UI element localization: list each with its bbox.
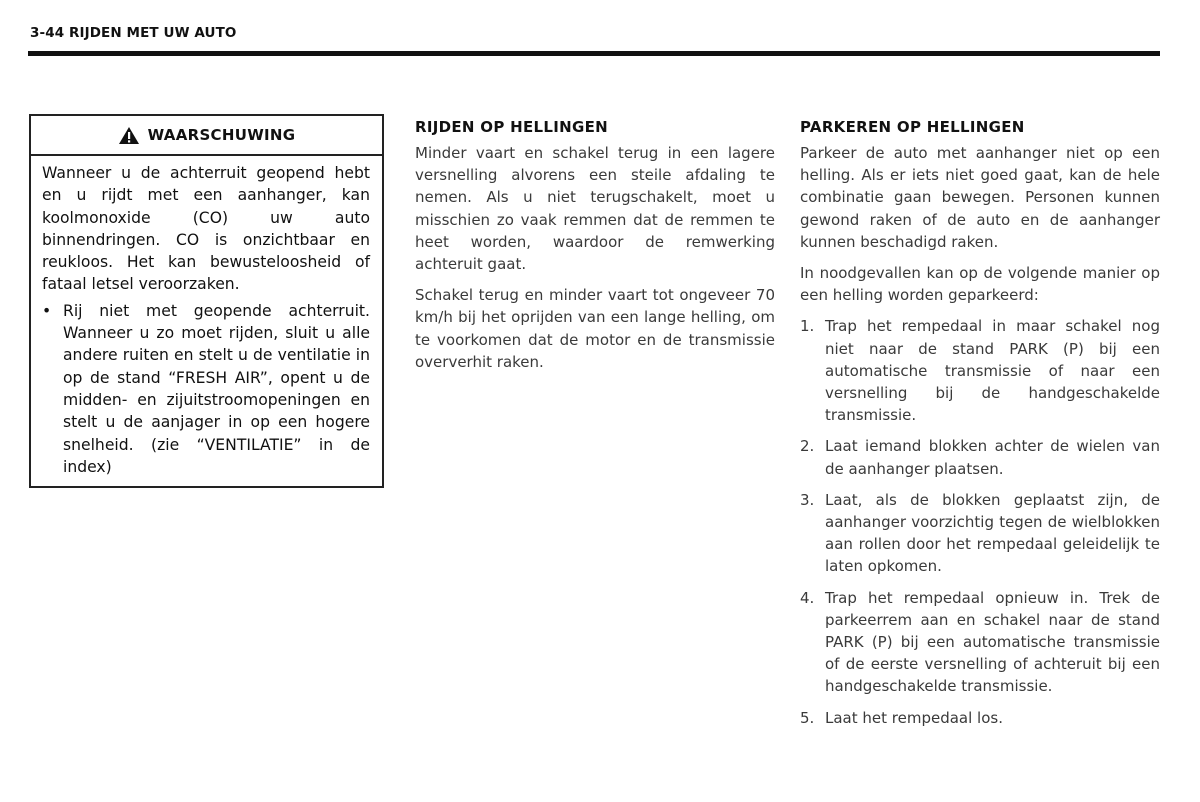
warning-header: [31, 116, 382, 156]
warning-triangle-icon: [118, 126, 140, 145]
warning-body: [31, 156, 382, 478]
header-rule: [28, 51, 1160, 56]
paragraph: Schakel terug en minder vaart tot ongeveer 70 km/h bij het oprijden van een lange helling, om te voorkomen dat de motor en de transmissie oververhit raken.: [415, 286, 775, 371]
bullet-mark: •: [42, 301, 52, 320]
step-number: 2.: [800, 437, 815, 456]
step-item: [800, 315, 1160, 426]
warning-title: WAARSCHUWING: [147, 126, 296, 144]
step-item: [800, 489, 1160, 578]
step-item: [800, 587, 1160, 698]
warning-bullet-item: [42, 300, 370, 478]
page-header: 3-44 RIJDEN MET UW AUTO: [30, 25, 237, 41]
warning-text: Wanneer u de achterruit geopend hebt en u rijdt met een aanhanger, kan koolmonoxide (CO) uw auto binnendringen. CO is onzichtbaar en reukloos. Het kan bewusteloosheid of fataal letsel veroorzaken.: [42, 164, 370, 294]
step-text: Laat het rempedaal los.: [825, 708, 1003, 727]
step-text: Laat iemand blokken achter de wielen van de aanhanger plaatsen.: [825, 437, 1160, 478]
paragraph: Parkeer de auto met aanhanger niet op een helling. Als er iets niet goed gaat, kan de hele combinatie gaan bewegen. Personen kunnen gewond raken of de auto en de aanhanger kunnen beschadigd raken.: [800, 144, 1160, 251]
step-number: 4.: [800, 588, 815, 607]
warning-bullet-list: [42, 300, 370, 478]
section-heading: RIJDEN OP HELLINGEN: [415, 118, 609, 136]
warning-bullet-text: Rij niet met geopende achterruit. Wanneer u zo moet rijden, sluit u alle andere ruiten en stelt u de ventilatie in op de stand “FRESH AIR”, opent u de midden- en zijuitstroomopeningen en stelt u de aanjager in op een hogere snelheid. (zie “VENTILATIE” in de index): [63, 301, 370, 476]
step-text: Trap het rempedaal opnieuw in. Trek de parkeerrem aan en schakel naar de stand PARK (P) bij een automatische transmissie of de eerste versnelling of achteruit bij een handgeschakelde transmissie.: [825, 588, 1160, 696]
section-parking: [800, 114, 1160, 738]
paragraph: Minder vaart en schakel terug in een lagere versnelling alvorens een steile afdaling te nemen. Als u niet terugschakelt, moet u misschien zo vaak remmen dat de remmen te heet worden, waardoor de remwerking achteruit gaat.: [415, 144, 775, 274]
step-item: [800, 707, 1160, 729]
step-text: Laat, als de blokken geplaatst zijn, de aanhanger voorzichtig tegen de wielblokken aan rollen door het rempedaal geleidelijk te laten opkomen.: [825, 490, 1160, 576]
warning-box: [29, 114, 384, 488]
step-number: 1.: [800, 317, 815, 336]
step-number: 3.: [800, 490, 815, 509]
paragraph: In noodgevallen kan op de volgende manier op een helling worden geparkeerd:: [800, 264, 1160, 305]
step-number: 5.: [800, 708, 815, 727]
step-item: [800, 435, 1160, 479]
step-text: Trap het rempedaal in maar schakel nog niet naar de stand PARK (P) bij een automatische transmissie of naar een versnelling bij de handgeschakelde transmissie.: [825, 317, 1160, 425]
steps-list: [800, 315, 1160, 728]
section-heading: PARKEREN OP HELLINGEN: [800, 118, 1025, 136]
section-downhill: [415, 114, 775, 382]
